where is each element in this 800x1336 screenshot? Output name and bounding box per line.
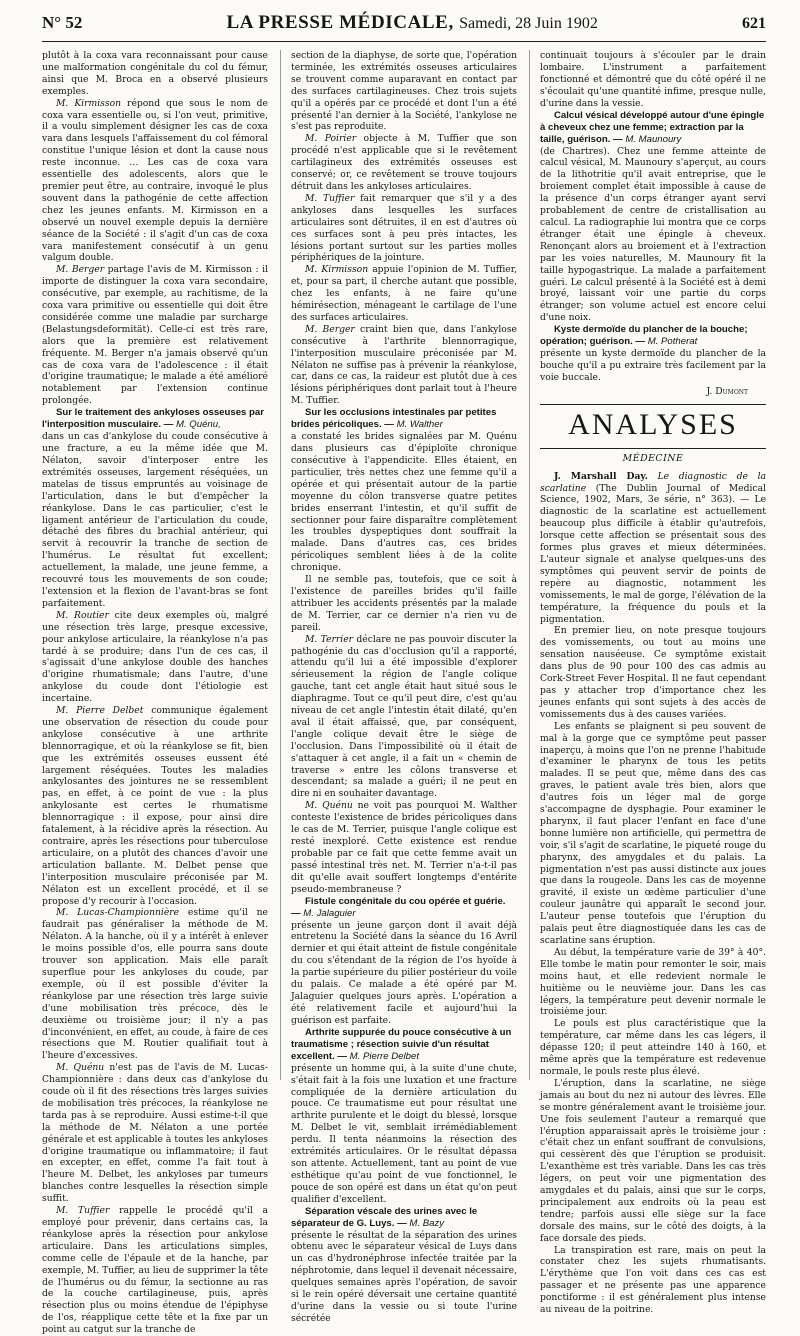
text-columns [42, 50, 767, 1336]
paragraph [42, 705, 268, 907]
paragraph [42, 610, 268, 705]
paragraph: Le pouls est plus caractéristique que la température, car même dans les cas légers, il dépasse 120; il peut atteindre 140 à 160, et même après que la température est redevenue normale, le pouls reste plus élevé. [540, 1018, 766, 1077]
column-2 [280, 50, 518, 1324]
speaker-name: M. Maunoury [625, 133, 682, 145]
abstract-title: Le diagnostic de la scarlatine [540, 470, 766, 494]
abstract-paragraph: J. Marshall Day. Le diagnostic de la scarlatine (The Dublin Journal of Medical Science, 1902, Mars, 3e série, n° 363). — Le diagnostic de la scarlatine est actuellement beaucoup plus difficile à établir qu'autrefois, lorsque cette affection se présentait sous des formes plus graves et mieux déterminées. L'auteur signale et analyse quelques-uns des symptômes qui peuvent servir de points de repère au diagnostic, notamment les vomissements, le mal de gorge, l'élévation de la température, la fréquence du pouls et la pigmentation. [540, 470, 767, 625]
paragraph [42, 98, 268, 265]
paragraph-text: estime qu'il ne faudrait pas généraliser la méthode de M. Nélaton. A la hanche, où il y a intérêt à enlever le moins possible d'os, elle pourra sans doute trouver son application. Mais elle paraît superflue pour les ankyloses du coude, par exemple, où il est possible d'éviter la réankylose par une résection très large suivie d'une mobilisation très précoce, dès le deuxième ou troisième jour; il n'y a pas d'inconvénient, en effet, au coude, à faire de ces résections que M. Routier qualifiait tout à l'heure d'excessives. [42, 907, 269, 1062]
paragraph-text: n'est pas de l'avis de M. Lucas-Championnière : dans deux cas d'ankylose du coude où il fit des résections très larges suivies de mobilisation très précoces, la réankylose ne tarda pas à se reproduire. Aussi estime-t-il que la méthode de M. Nélaton a une portée générale et est applicable à toutes les ankyloses d'origine traumatique ou inflammatoire; il faut en excepter, en effet, comme l'a fait tout à l'heure M. Delbet, les ankyloses par tumeurs blanches contre lesquelles la résection simple suffit. [42, 1062, 268, 1205]
paragraph: section de la diaphyse, de sorte que, l'opération terminée, les extrémités osseuses articulaires se trouvent comme auparavant en contact par des surfaces cartilagineuses. Chez trois sujets qu'il a opérés par ce procédé et dont l'un a été présenté l'an dernier à la Société, l'ankylose ne s'est pas reproduite. [291, 50, 517, 133]
subsection-title: Séparation véscale des urines avec le séparateur de G. Luys. [291, 1205, 478, 1229]
paragraph [291, 800, 517, 895]
speaker-name: M. Tuffier [56, 1205, 110, 1217]
paragraph: plutôt à la coxa vara reconnaissant pour cause une malformation congénitale du col du fémur, ainsi que M. Broca en a observé plusieurs exemples. [42, 50, 268, 97]
speaker-name: M. Berger [305, 323, 355, 335]
paragraph [291, 324, 517, 407]
paragraph: Il ne semble pas, toutefois, que ce soit à l'existence de pareilles brides qu'il faille attribuer les accidents présentés par la malade de M. Terrier, car ce dernier n'a rien vu de pareil. [291, 574, 517, 633]
paragraph: La transpiration est rare, mais on peut la constater chez les sujets rhumatisants. L'érythème que l'on voit dans ces cas est passager et ne présente pas une apparence ponctiforme : il est généralement plus intense au niveau de la poitrine. [540, 1244, 766, 1316]
column-3 [529, 50, 767, 1316]
paragraph-text: communique également une observation de résection du coude pour ankylose consécutive à une arthrite blennorragique, et où la réankylose se fit, bien que les extrémités osseuses eussent été largement réséquées. Toutes les maladies ankylosantes des jointures ne se ressemblent pas, en effet, à ce point de vue : la plus ankylosante est certes le rhumatisme blennorragique : il expose, pour ainsi dire fatalement, à la récidive après la résection. Au contraire, après les résections pour tuberculose articulaire, on a plutôt des chances d'avoir une articulation ballante. M. Delbet pense que l'interposition musculaire préconisée par M. Nélaton est un excellent procédé, et il se propose d'y recourir à l'occasion. [42, 705, 268, 907]
subsection-heading: Sur le traitement des ankyloses osseuses par l'interposition musculaire. — M. Quénu, [42, 407, 264, 431]
paragraph: Les enfants se plaignent si peu souvent de mal à la gorge que ce symptôme peut passer inaperçu, à moins que l'on ne prenne l'habitude d'examiner le pharynx de tous les petits malades. Il se peut que, même dans des cas graves, le patient avale très bien, alors que d'autres fois un léger mal de gorge s'accompagne de dysphagie. Pour examiner le pharynx, il faut placer l'enfant en face d'une bonne lumière non artificielle, qui permettra de voir, s'il s'agit de scarlatine, le piqueté rouge du pharynx, des amygdales et du palais. La pigmentation n'est pas aussi distincte aux joues que dans la rougeole. Dans les cas de moyenne gravité, il existe un œdème particulier d'une couleur jaunâtre qui apparaît le second jour. L'auteur pense toutefois que l'éruption du palais peut être diagnostiquée dans les cas de scarlatine sans éruption. [540, 720, 766, 946]
speaker-name: M. Pierre Delbet [349, 1050, 419, 1062]
paragraph [42, 1205, 268, 1336]
subsection-title: Kyste dermoïde du plancher de la bouche; opération; guérison. [540, 324, 748, 348]
paragraph [291, 264, 517, 324]
author-signature: J. Dumont [706, 385, 748, 397]
page-number: 621 [741, 15, 766, 32]
paragraph: (de Chartres). Chez une femme atteinte de calcul vésical, M. Maunoury s'aperçut, au cours de la lithotritie qu'il avait entreprise, que le broiement complet était impossible à cause de la présence d'un corps étranger ayant servi probablement de centre de cristallisation au calcul. La radiographie lui montra que ce corps étranger était une épingle à cheveux. Renonçant alors au broiement et à l'extraction par les voies naturelles, M. Maunoury fit la taille hypogastrique. La malade a parfaitement guéri. Le calcul présenté à la Société est à demi broyé, laissant voir une partie du corps étranger; son volume actuel est encore celui d'une noix. [540, 145, 766, 324]
paragraph [42, 264, 268, 407]
subsection-title: Sur le traitement des ankyloses osseuses par l'interposition musculaire. [42, 407, 264, 431]
speaker-name: M. Potherat [647, 336, 698, 348]
abstract-text: Le diagnostic de la scarlatine est actuellement beaucoup plus difficile à établir qu'autrefois, lorsque cette affection se présentait sous des formes plus graves et mieux déterminées. L'auteur signale et analyse quelques-uns des symptômes qui peuvent servir de points de repère au diagnostic, notamment les vomissements, le mal de gorge, l'élévation de la température, la fréquence du pouls et la pigmentation. [540, 494, 767, 625]
speaker-name: M. Quénu, [175, 419, 221, 431]
paragraph-text: craint bien que, dans l'ankylose consécutive à l'arthrite blennorragique, l'interposition musculaire préconisée par M. Nélaton ne suffise pas à prévenir la réankylose, car, dans ce cas, la raideur est plutôt due à ces lésions périphériques dont parlait tout à l'heure M. Tuffier. [291, 323, 517, 407]
paragraph: continuait toujours à s'écouler par le drain lombaire. L'instrument a parfaitement fonctionné et démontré que du côté opéré il ne s'écoulait qu'une quantité infime, presque nulle, d'urine dans la vessie. [540, 50, 766, 109]
paragraph [291, 634, 517, 801]
paragraph: présente un jeune garçon dont il avait déjà entretenu la Société dans la séance du 16 Avril dernier et qui était atteint de fistule congénitale du cou s'étendant de la région de l'os hyoïde à la partie supérieure du pilier postérieur du voile du palais. Ce malade a été opéré par M. Jalaguier quelques jours après. L'opération a été relativement facile et aujourd'hui la guérison est parfaite. [291, 919, 517, 1026]
subsection-title: Arthrite suppurée du pouce consécutive à un traumatisme ; résection suivie d'un résultat excellent. [291, 1026, 512, 1062]
running-header [42, 12, 766, 42]
speaker-name: M. Terrier [305, 633, 354, 645]
speaker-name: M. Walther [396, 419, 443, 431]
speaker-name: M. Poirier [305, 133, 357, 145]
subsection-heading: Séparation véscale des urines avec le séparateur de G. Luys. — M. Bazy [291, 1205, 478, 1229]
abstract-author: J. Marshall Day. [554, 470, 648, 482]
section-divider [540, 448, 766, 449]
section-subtitle: MÉDECINE [622, 452, 684, 464]
paragraph: présente le résultat de la séparation des urines obtenu avec le séparateur vésical de Luys dans un cas d'hydronéphrose infectée traitée par la néphrotomie, dans lequel il devenait nécessaire, quelques semaines après l'opération, de savoir si le rein opéré déversait une certaine quantité d'urine dans la vessie ou si toute l'urine sécrétée [291, 1229, 517, 1324]
paragraph-text: rappelle le procédé qu'il a employé pour prévenir, dans certains cas, la réankylose après la résection pour ankylose articulaire. Dans les articulations simples, comme celle de l'épaule et de la hanche, par exemple, M. Tuffier, au lieu de supprimer la tête de l'humérus ou du fémur, la sectionne au ras de la couche cartilagineuse, puis, après résection plus ou moins étendue de l'épiphyse de l'os, réapplique cette tête et la fixe par un point au catgut sur la tranche de [42, 1205, 269, 1336]
paragraph-text: ne voit pas pourquoi M. Walther conteste l'existence de brides péricoliques dans le cas de M. Terrier, puisque l'angle colique est resté inexploré. Cette existence est rendue probable par ce fait que cette femme avait un passé intestinal très net. M. Terrier n'a-t-il pas dit qu'elle avait souffert longtemps d'entérite pseudo-membraneuse ? [291, 800, 517, 895]
subsection-title: Sur les occlusions intestinales par petites brides péricoliques. [291, 407, 497, 431]
subsection-heading: Arthrite suppurée du pouce consécutive à un traumatisme ; résection suivie d'un résultat excellent. — M. Pierre Delbet [291, 1026, 512, 1062]
speaker-name: M. Routier [56, 609, 109, 621]
paragraph: présente un homme qui, à la suite d'une chute, s'était fait à la fois une luxation et une fracture compliquée de la dernière articulation du pouce. Ce traumatisme eut pour résultat une arthrite purulente et le doigt du blessé, lorsque M. Delbet le vit, semblait irrémédiablement perdu. Il tenta néanmoins la résection des extrémités articulaires. Or le résultat dépassa son attente. Actuellement, tant au point de vue esthétique qu'au point de vue fonctionnel, le pouce de son opéré est dans un état qu'on peut qualifier d'excellent. [291, 1062, 517, 1205]
speaker-name: M. Bazy [409, 1217, 445, 1229]
speaker-name: M. Kirmisson [56, 97, 122, 109]
paragraph-text: partage l'avis de M. Kirmisson : il importe de distinguer la coxa vara secondaire, consécutive, par exemple, au rachitisme, de la coxa vara primitive ou essentielle qui doit être considérée comme une maladie par surcharge (Belastungsdeformität). Celle-ci est très rare, alors que la première est relativement fréquente. M. Berger n'a jamais observé qu'un cas de coxa vara de l'adolescence : il était d'origine traumatique; le malade a été amélioré notablement par l'extension continue prolongée. [42, 264, 269, 407]
paragraph: Au début, la température varie de 39° à 40°. Elle tombe le matin pour remonter le soir, mais moins haut, et elle redevient normale le huitième ou le neuvième jour. Dans les cas légers, la température peut devenir normale le troisième jour. [540, 946, 766, 1018]
subsection-title: Calcul vésical développé autour d'une épingle à cheveux chez une femme; extraction par la taille, guérison. [540, 109, 765, 145]
subsection-heading: Sur les occlusions intestinales par petites brides péricoliques. — M. Walther [291, 407, 497, 431]
paragraph: En premier lieu, on note presque toujours des vomissements, ou tout au moins une sensation nauséeuse. Ce symptôme existait dans plus de 90 pour 100 des cas admis au Cork-Street Fever Hospital. Il ne faut cependant pas y attacher trop d'importance chez les jeunes enfants qui sont sujets à des accès de vomissements dus à des causes variées. [540, 625, 766, 720]
paragraph [42, 907, 268, 1062]
paragraph-text: répond que sous le nom de coxa vara essentielle ou, si l'on veut, primitive, il a voulu simplement désigner les cas de coxa vara dans lesquels l'affaissement du col fémoral constitue l'unique lésion et dont la cause nous reste inconnue. … Les cas de coxa vara essentielle des adolescents, alors que le premier peut être, au contraire, invoqué le plus souvent dans la pathogénie de cette affection chez les jeunes enfants. M. Kirmisson en a observé un nouvel exemple depuis la dernière séance de la Société : il s'agit d'un cas de coxa vara manifestement consécutif à un genu valgum double. [42, 97, 268, 264]
section-divider [540, 404, 766, 405]
section-title: ANALYSES [568, 407, 738, 441]
subsection-heading: Fistule congénitale du cou opérée et guérie. — M. Jalaguier [291, 895, 506, 919]
journal-name: LA PRESSE MÉDICALE, [226, 12, 454, 33]
speaker-name: M. Lucas-Championnière [56, 907, 180, 919]
paragraph [291, 133, 517, 193]
issue-date: Samedi, 28 Juin 1902 [459, 15, 598, 32]
speaker-name: M. Pierre Delbet [56, 705, 144, 717]
speaker-name: M. Jalaguier [303, 907, 356, 919]
journal-title [226, 12, 597, 34]
paragraph [291, 193, 517, 264]
abstract-reference: (The Dublin Journal of Medical Science, 1902, Mars, 3e série, n° 363). [540, 482, 766, 506]
paragraph [42, 1062, 268, 1205]
subsection-heading: Calcul vésical développé autour d'une épingle à cheveux chez une femme; extraction par la taille, guérison. — M. Maunoury [540, 109, 765, 145]
speaker-name: M. Berger [56, 264, 105, 276]
column-1 [42, 50, 269, 1336]
paragraph: a constaté les brides signalées par M. Quénu dans plusieurs cas d'épiploïte chronique consécutive à l'appendicite. Elles étaient, en particulier, très nettes chez une femme qu'il a opérée et qui présentait autour de la partie moyenne du côlon transverse quatre petites brides enserrant l'intestin, et qu'il suffit de sectionner pour faire disparaître complètement les troubles dyspeptiques dont souffrait la malade. Dans d'autres cas, ces brides péricoliques semblent liées à de la colite chronique. [291, 431, 517, 574]
subsection-title: Fistule congénitale du cou opérée et guérie. [305, 895, 506, 907]
paragraph: L'éruption, dans la scarlatine, ne siège jamais au bout du nez ni autour des lèvres. Elle se montre généralement avant le troisième jour. Une fois seulement l'auteur a remarqué que l'éruption apparaissait après le troisième jour : c'était chez un enfant souffrant de convulsions, qui cessèrent dès que l'éruption se produisit. L'exanthème est très variable. Dans les cas très légers, on peut voir une pigmentation des amygdales et du palais, ainsi que sur le corps, principalement aux endroits où la peau est tendre; parfois aussi elle siège sur la face dorsale des mains, sur le côté des doigts, à la face dorsale des pieds. [540, 1077, 766, 1244]
paragraph-text: fait remarquer que s'il y a des ankyloses dans lesquelles les surfaces articulaires sont détruites, il en est d'autres où ces surfaces sont à peu près intactes, les lésions portant surtout sur les parties molles périphériques de la jointure. [291, 192, 517, 264]
speaker-name: M. Kirmisson [305, 264, 369, 276]
paragraph-text: objecte à M. Tuffier que son procédé n'est applicable que si le revêtement cartilagineux des extrémités osseuses est conservé; or, ce revêtement se trouve toujours détruit dans les ankyloses articulaires. [291, 133, 517, 192]
paragraph: dans un cas d'ankylose du coude consécutive à une fracture, a eu la même idée que M. Nélaton, savoir d'interposer entre les extrémités osseuses, largement réséquées, un matelas de tissus empruntés au voisinage de l'articulation, dans le but d'empêcher la réankylose. Dans le cas particulier, c'est le ligament antérieur de l'articulation du coude, détaché des fibres du brachial antérieur, qui servit à recouvrir la tranche de section de l'humérus. Le résultat fut excellent; actuellement, la malade, une jeune femme, a recouvré tous les mouvements de son coude; l'extension et la flexion de l'avant-bras se font parfaitement. [42, 431, 268, 609]
speaker-name: M. Quénu [305, 800, 353, 812]
speaker-name: M. Quénu [56, 1062, 105, 1074]
issue-number: N° 52 [42, 13, 83, 32]
subsection-heading: Kyste dermoïde du plancher de la bouche; opération; guérison. — M. Potherat [540, 324, 748, 348]
paragraph-text: appuie l'opinion de M. Tuffier, et, pour sa part, il cherche autant que possible, chez les enfants, à ne faire qu'une hémirésection, ménageant le cartilage de l'une des surfaces articulaires. [291, 264, 518, 323]
paragraph-text: déclare ne pas pouvoir discuter la pathogénie du cas d'occlusion qu'il a rapporté, attendu qu'il lui a été impossible d'explorer sérieusement la région de l'angle colique gauche, tant cet angle était haut situé sous le diaphragme. Tout ce qu'il peut dire, c'est qu'au niveau de cet angle l'intestin était dilaté, qu'en aval il était affaissé, que, par conséquent, l'angle colique devait être le siège de l'occlusion. Dans l'impossibilité où il était de s'attaquer à cet angle, il a fait un « chemin de traverse » entre les côlons transverse et descendant; sa malade a guéri; il ne peut en dire ni en souhaiter davantage. [291, 633, 518, 800]
speaker-name: M. Tuffier [305, 192, 355, 204]
paragraph: présente un kyste dermoïde du plancher de la bouche qu'il a pu extraire très facilement par la voie buccale. [540, 348, 766, 383]
paragraph-text: cite deux exemples où, malgré une résection très large, presque excessive, pour ankylose articulaire, la réankylose n'a pas tardé à se produire; dans l'un de ces cas, il s'agissait d'une ankylose double des hanches d'origine rhumatismale; dans l'autre, d'une ankylose du coude dont l'étiologie est incertaine. [42, 609, 269, 705]
